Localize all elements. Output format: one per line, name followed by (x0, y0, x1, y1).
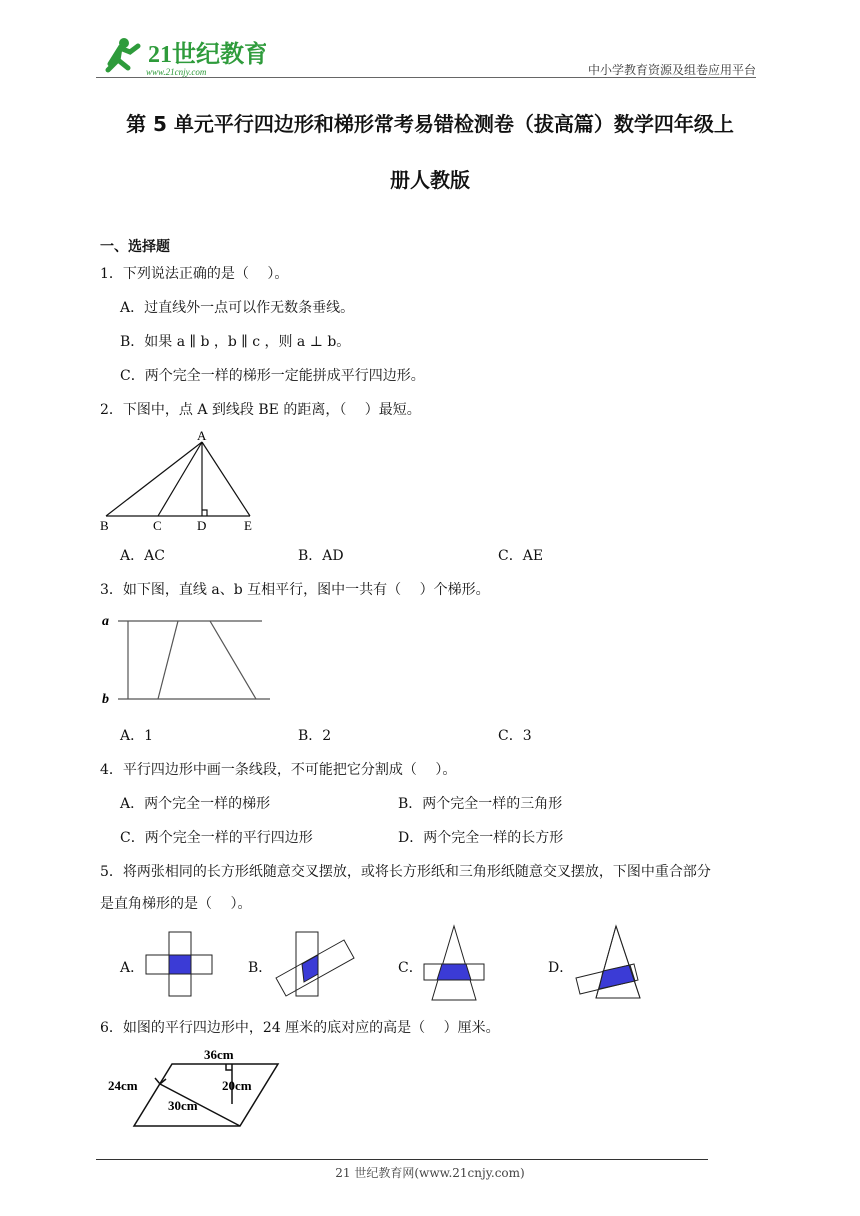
footer-divider (96, 1159, 708, 1160)
logo (96, 34, 266, 78)
q2-option-b: B．AD (298, 548, 344, 564)
q3-stem: 3．如下图，直线 a、b 互相平行，图中一共有（ ）个梯形。 (100, 582, 490, 598)
q3-option-a: A．1 (120, 728, 154, 744)
q4-stem: 4．平行四边形中画一条线段，不可能把它分割成（ ）。 (100, 762, 457, 778)
label-e: E (244, 518, 252, 533)
q2-option-a: A．AC (120, 548, 165, 564)
q4-option-c: C．两个完全一样的平行四边形 (120, 830, 313, 846)
section-heading: 一、选择题 (100, 239, 170, 255)
q2-triangle-figure (96, 426, 266, 536)
line-b-label: b (102, 692, 109, 706)
q2-option-c: C．AE (498, 548, 544, 564)
q1-stem: 1．下列说法正确的是（ ）。 (100, 266, 289, 282)
q1-option-b: B．如果 a ∥ b ，b ∥ c ，则 a ⊥ b。 (120, 334, 351, 350)
q4-option-a: A．两个完全一样的梯形 (120, 796, 271, 812)
q5-stem-line-2: 是直角梯形的是（ ）。 (100, 896, 252, 912)
label-d: D (197, 518, 207, 533)
q5-option-b: B． (248, 960, 273, 976)
title-line-1: 第 5 单元平行四边形和梯形常考易错检测卷（拔高篇）数学四年级上 (126, 112, 734, 136)
q5-figure-c (420, 922, 490, 1002)
title-line-2: 册人教版 (390, 168, 470, 192)
q5-option-d: D． (548, 960, 574, 976)
logo-text: 21世纪教育 (148, 42, 266, 68)
q5-figure-a (144, 928, 216, 1000)
line-a-label: a (102, 614, 109, 629)
logo-url: www.21cnjy.com (146, 67, 207, 77)
q6-stem: 6．如图的平行四边形中，24 厘米的底对应的高是（ ）厘米。 (100, 1020, 500, 1036)
q1-option-a: A．过直线外一点可以作无数条垂线。 (120, 300, 355, 316)
q5-option-a: A． (120, 960, 145, 976)
q4-option-d: D．两个完全一样的长方形 (398, 830, 564, 846)
platform-name: 中小学教育资源及组卷应用平台 (587, 63, 756, 77)
footer-text: 21 世纪教育网(www.21cnjy.com) (335, 1166, 525, 1180)
label-a: A (197, 428, 207, 443)
q5-figure-b (272, 928, 358, 1000)
q3-option-b: B．2 (298, 728, 332, 744)
q5-stem-line-1: 5．将两张相同的长方形纸随意交叉摆放，或将长方形纸和三角形纸随意交叉摆放，下图中重合部分 (100, 864, 711, 880)
label-b: B (100, 518, 109, 533)
label-24cm: 24cm (108, 1078, 138, 1093)
q2-stem: 2．下图中，点 A 到线段 BE 的距离，（ ）最短。 (100, 402, 421, 418)
q4-option-b: B．两个完全一样的三角形 (398, 796, 563, 812)
label-20cm: 20cm (222, 1078, 252, 1093)
q5-option-c: C． (398, 960, 423, 976)
q5-figure-d (572, 922, 648, 1002)
label-30cm: 30cm (168, 1098, 198, 1113)
q3-option-c: C．3 (498, 728, 532, 744)
q3-parallel-lines-figure (96, 606, 276, 706)
page-title (90, 96, 770, 208)
label-36cm: 36cm (204, 1047, 234, 1062)
label-c: C (153, 518, 162, 533)
q1-option-c: C．两个完全一样的梯形一定能拼成平行四边形。 (120, 368, 425, 384)
q6-parallelogram-figure (104, 1044, 294, 1130)
header-divider (96, 77, 756, 78)
